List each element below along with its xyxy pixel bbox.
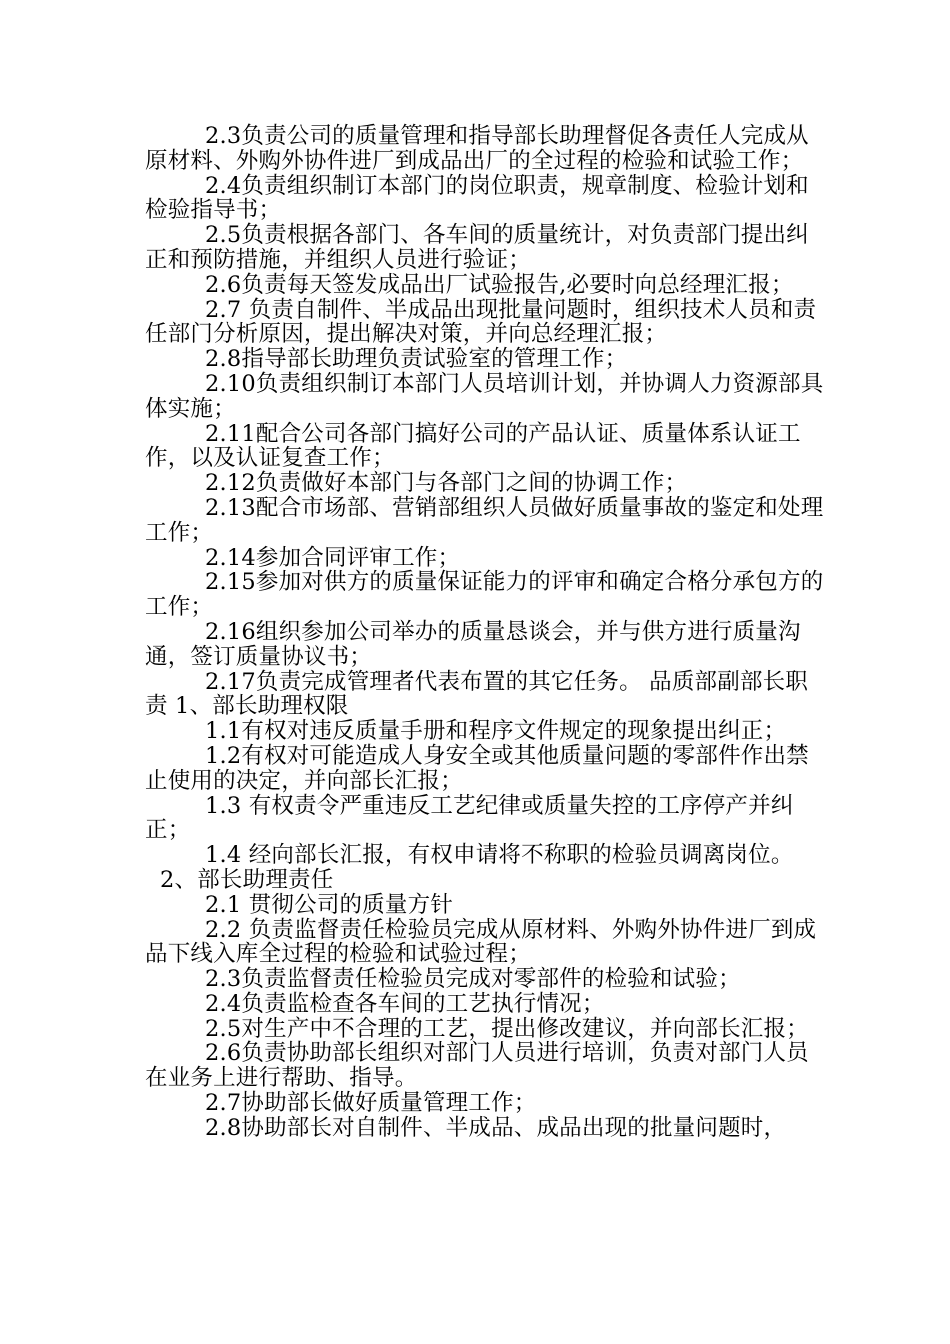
paragraph-2-13: 2.13配合市场部、营销部组织人员做好质量事故的鉴定和处理工作； — [145, 494, 824, 546]
paragraph-b-2-6: 2.6负责协助部长组织对部门人员进行培训，负责对部门人员在业务上进行帮助、指导。 — [145, 1040, 809, 1092]
document-body — [145, 124, 825, 1141]
paragraph-2-7: 2.7 负责自制件、半成品出现批量问题时，组织技术人员和责任部门分析原因，提出解决对策，并向总经理汇报； — [145, 296, 817, 348]
paragraph-2-15: 2.15参加对供方的质量保证能力的评审和确定合格分承包方的工作； — [145, 569, 824, 621]
paragraph-1-2: 1.2有权对可能造成人身安全或其他质量问题的零部件作出禁止使用的决定，并向部长汇报； — [145, 742, 809, 794]
paragraph-b-2-7: 2.7协助部长做好质量管理工作； — [205, 1090, 537, 1117]
section-heading-assistant-duties: 2、部长助理责任 — [160, 866, 334, 893]
paragraph-b-2-4: 2.4负责监检查各车间的工艺执行情况； — [205, 990, 605, 1017]
paragraph-2-5: 2.5负责根据各部门、各车间的质量统计，对负责部门提出纠正和预防措施，并组织人员进行验证； — [145, 222, 809, 273]
paragraph-2-10: 2.10负责组织制订本部门人员培训计划，并协调人力资源部具体实施； — [145, 370, 824, 422]
paragraph-1-4: 1.4 经向部长汇报，有权申请将不称职的检验员调离岗位。 — [205, 842, 794, 869]
paragraph-b-2-2: 2.2 负责监督责任检验员完成从原材料、外购外协件进厂到成品下线入库全过程的检验和试验过程； — [145, 916, 817, 968]
paragraph-b-2-1: 2.1 贯彻公司的质量方针 — [205, 891, 454, 918]
paragraph-b-2-3: 2.3负责监督责任检验员完成对零部件的检验和试验； — [205, 966, 741, 993]
paragraph-2-3: 2.3负责公司的质量管理和指导部长助理督促各责任人完成从原材料、外购外协件进厂到成品出厂的全过程的检验和试验工作； — [145, 123, 809, 174]
paragraph-2-4: 2.4负责组织制订本部门的岗位职责，规章制度、检验计划和检验指导书； — [145, 172, 809, 224]
paragraph-2-14: 2.14参加合同评审工作； — [205, 544, 461, 571]
paragraph-2-6: 2.6负责每天签发成品出厂试验报告,必要时向总经理汇报； — [205, 271, 794, 298]
paragraph-2-12: 2.12负责做好本部门与各部门之间的协调工作； — [205, 470, 688, 497]
paragraph-2-16: 2.16组织参加公司举办的质量恳谈会，并与供方进行质量沟通，签订质量协议书； — [145, 618, 801, 670]
paragraph-2-17: 2.17负责完成管理者代表布置的其它任务。 品质部副部长职责 1、部长助理权限 — [145, 668, 809, 720]
paragraph-2-11: 2.11配合公司各部门搞好公司的产品认证、质量体系认证工作，以及认证复查工作； — [145, 420, 801, 472]
paragraph-1-1: 1.1有权对违反质量手册和程序文件规定的现象提出纠正； — [205, 718, 787, 745]
paragraph-1-3: 1.3 有权责令严重违反工艺纪律或质量失控的工序停产并纠正； — [145, 792, 794, 844]
paragraph-b-2-8: 2.8协助部长对自制件、半成品、成品出现的批量问题时， — [205, 1114, 787, 1141]
paragraph-2-8: 2.8指导部长助理负责试验室的管理工作； — [205, 346, 628, 373]
paragraph-b-2-5: 2.5对生产中不合理的工艺，提出修改建议，并向部长汇报； — [205, 1015, 809, 1042]
